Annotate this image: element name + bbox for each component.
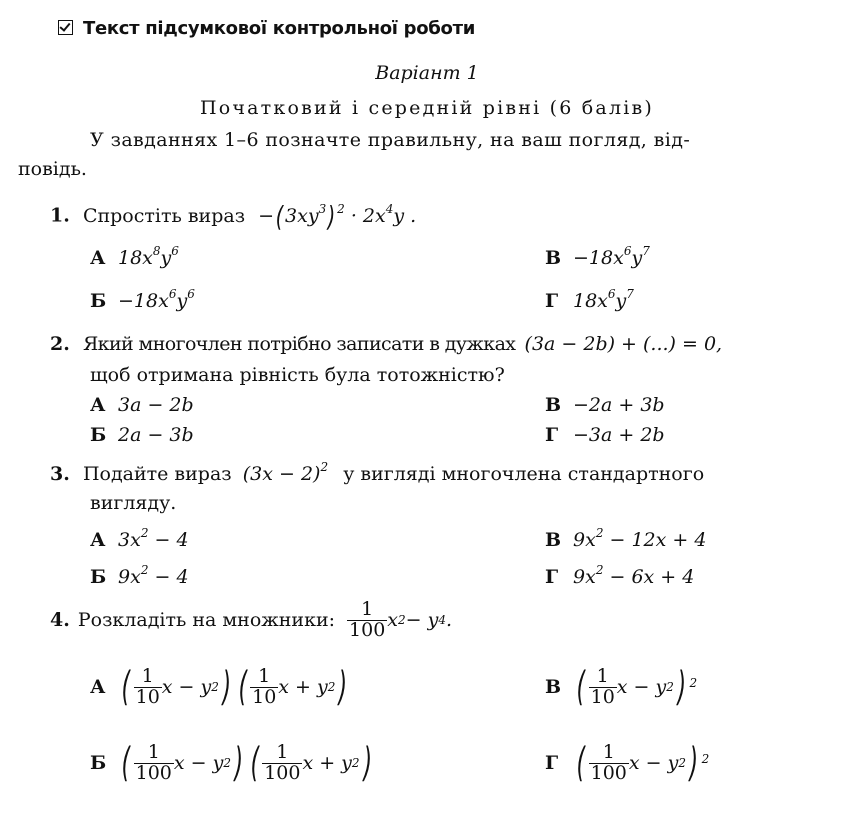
option-value: $3x^2 - 4$	[118, 526, 189, 551]
intro-line-2: повідь.	[18, 158, 87, 180]
option-value: 2a − 3b	[118, 424, 194, 446]
option-value: $9x^2 - 12x + 4$	[573, 526, 707, 551]
option-g[interactable]	[545, 287, 634, 312]
option-b[interactable]	[90, 728, 375, 798]
question-text-2: щоб отримана рівність була тотожністю?	[90, 364, 505, 386]
option-value: $18x^8y^6$	[118, 244, 179, 269]
option-g[interactable]	[545, 563, 695, 588]
option-label: Г	[545, 290, 559, 312]
option-b[interactable]	[90, 563, 189, 588]
option-value: ( $\frac{1}{10}$ x − y 2 ) ( $\frac{1}{10}$ x + y 2 )	[121, 664, 348, 710]
option-value: $-18x^6y^7$	[573, 244, 650, 269]
option-g[interactable]	[545, 728, 709, 798]
question-number: 4.	[50, 609, 70, 632]
expression: (3a − 2b) + (...) = 0,	[524, 333, 723, 355]
question-number: 1.	[50, 204, 70, 227]
question-text: Спростіть вираз	[82, 204, 246, 227]
option-b[interactable]	[90, 287, 195, 312]
option-value: ( $\frac{1}{100}$ x − y 2 ) 2	[576, 740, 710, 786]
option-label: А	[90, 676, 106, 698]
option-label: Б	[90, 290, 107, 312]
option-label: Б	[90, 424, 107, 446]
option-label: Б	[90, 566, 107, 588]
option-label: В	[545, 529, 562, 551]
option-value: $9x^2 - 6x + 4$	[573, 563, 695, 588]
option-value: $9x^2 - 4$	[118, 563, 189, 588]
option-b[interactable]	[90, 424, 194, 446]
option-value: −2a + 3b	[573, 394, 665, 416]
section-header	[58, 18, 475, 39]
option-label: А	[90, 394, 106, 416]
option-g[interactable]	[545, 424, 665, 446]
option-label: Г	[545, 752, 559, 774]
option-a[interactable]	[90, 652, 351, 722]
question-number: 3.	[50, 463, 70, 485]
option-label: В	[545, 394, 562, 416]
question-text: у вигляді многочлена стандартного	[343, 463, 705, 485]
option-a[interactable]	[90, 526, 189, 551]
question-3	[50, 460, 705, 485]
option-label: А	[90, 529, 106, 551]
option-v[interactable]	[545, 244, 650, 269]
question-text: Подайте вираз	[82, 463, 232, 485]
option-v[interactable]	[545, 652, 697, 722]
option-value: ( $\frac{1}{10}$ x − y 2 ) 2	[576, 664, 698, 710]
option-label: В	[545, 676, 562, 698]
section-title: Текст підсумкової контрольної роботи	[83, 18, 476, 39]
option-label: Г	[545, 424, 559, 446]
option-value: $18x^6y^7$	[573, 287, 634, 312]
option-a[interactable]	[90, 394, 194, 416]
question-text-2: вигляду.	[90, 492, 177, 514]
option-a[interactable]	[90, 244, 179, 269]
checkbox-icon	[58, 20, 73, 35]
question-2	[50, 333, 722, 355]
option-value: −3a + 2b	[573, 424, 665, 446]
option-label: Г	[545, 566, 559, 588]
option-value: $-18x^6y^6$	[118, 287, 195, 312]
option-label: А	[90, 247, 106, 269]
question-number: 2.	[50, 333, 70, 355]
option-v[interactable]	[545, 526, 707, 551]
question-1	[50, 200, 416, 233]
question-4	[50, 600, 452, 641]
expression: $-(3xy^3) ^2 \cdot 2x^4y$ .	[258, 200, 417, 233]
variant-title: Варіант 1	[375, 62, 479, 84]
option-value: 3a − 2b	[118, 394, 194, 416]
option-value: ( $\frac{1}{100}$ x − y 2 ) ( $\frac{1}{100}$ x + y 2 )	[121, 740, 372, 786]
question-text: Який многочлен потрібно записати в дужках	[82, 333, 516, 355]
option-label: В	[545, 247, 562, 269]
expression: $(3x - 2)^2$	[242, 460, 329, 485]
expression: $\frac{1}{100}$ x 2 − y 4 .	[349, 598, 453, 641]
option-v[interactable]	[545, 394, 665, 416]
question-text: Розкладіть на множники:	[77, 609, 336, 632]
option-label: Б	[90, 752, 107, 774]
intro-line-1: У завданнях 1–6 позначте правильну, на ваш погляд, від-	[90, 129, 691, 151]
level-title: Початковий і середній рівні (6 балів)	[199, 97, 654, 119]
